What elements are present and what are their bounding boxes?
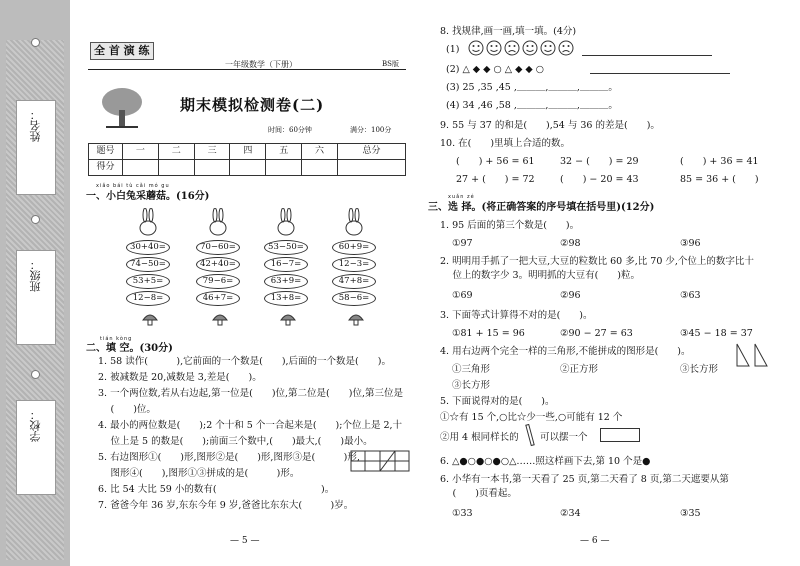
expression-oval[interactable]: 70−60= (196, 240, 240, 255)
q9: 9. 55 与 37 的和是( ),54 与 36 的差是( )。 (440, 120, 660, 131)
face-icon (504, 40, 520, 56)
subject-label: 一年级数学（下册） (225, 60, 297, 69)
version-label: BS版 (382, 60, 399, 68)
hole-icon (31, 38, 40, 47)
score-header-cell: 三 (194, 144, 230, 160)
equation-item: 32 − ( ) = 29 (560, 156, 639, 167)
pinyin-1: xiǎo bái tù cǎi mó gu (96, 183, 170, 189)
score-cell[interactable] (123, 160, 159, 176)
score-cell[interactable] (266, 160, 302, 176)
choice-option[interactable]: ①97 (452, 238, 473, 249)
hole-icon (31, 370, 40, 379)
rabbit-icon (274, 208, 298, 236)
choice-option[interactable]: ②34 (560, 508, 581, 519)
fill-question: 7. 爸爸今年 36 岁,东东今年 9 岁,爸爸比东东大( )岁。 (98, 500, 354, 511)
score-header-cell: 五 (266, 144, 302, 160)
choice-option[interactable]: ②90 − 27 = 63 (560, 328, 633, 339)
expression-oval[interactable]: 12−8= (126, 291, 170, 306)
section-3-title: 三、选 择。(将正确答案的序号填在括号里)(12分) (428, 202, 655, 213)
hole-icon (31, 215, 40, 224)
fill-question: 位上是 5 的数是( );前面三个数中,( )最大,( )最小。 (98, 436, 373, 447)
fill-question: 3. 一个两位数,若从右边起,第一位是( )位,第二位是( )位,第三位是 (98, 388, 403, 399)
choice-option[interactable]: ②98 (560, 238, 581, 249)
fill-question: 1. 58 读作( ),它前面的一个数是( ),后面的一个数是( )。 (98, 356, 391, 367)
expression-oval[interactable]: 74−50= (126, 257, 170, 272)
tree-icon (100, 86, 144, 130)
choice-question: 1. 95 后面的第三个数是( )。 (440, 220, 580, 231)
choice-option[interactable]: ③63 (680, 290, 701, 301)
score-header-cell: 总分 (337, 144, 405, 160)
rabbit-icon (136, 208, 160, 236)
page-number-left: — 5 — (230, 536, 260, 546)
choice-question: 5. 下面说得对的是( )。 (440, 396, 555, 407)
choice-option[interactable]: ②正方形 (560, 364, 599, 375)
score-header-cell: 六 (302, 144, 338, 160)
expression-oval[interactable]: 47+8= (332, 274, 376, 289)
expression-oval[interactable]: 60+9= (332, 240, 376, 255)
equation-item: ( ) − 20 = 43 (560, 174, 639, 185)
score-cell[interactable] (302, 160, 338, 176)
choice-question: 6. △●○●○●○△……照这样画下去,第 10 个是● (440, 456, 651, 467)
choice-option[interactable]: ③长方形 (452, 380, 491, 391)
choice-option[interactable]: ③35 (680, 508, 701, 519)
class-box[interactable] (16, 250, 56, 345)
q8-2-answer-line[interactable] (590, 73, 730, 74)
mushroom-icon (348, 312, 364, 326)
choice-question: 2. 明明用手抓了一把大豆,大豆的粒数比 60 多,比 70 少,个位上的数字比十 (440, 256, 754, 267)
triangles-icon (735, 342, 775, 368)
expression-oval[interactable]: 13+8= (264, 291, 308, 306)
brand-logo: 全 首 演 练 (90, 42, 154, 60)
score-cell[interactable] (337, 160, 405, 176)
face-icon (558, 40, 574, 56)
exam-title: 期末模拟检测卷(二) (180, 96, 325, 114)
fill-question: 5. 右边图形①( )形,图形②是( )形,图形③是( )形, (98, 452, 360, 463)
score-header-cell: 一 (123, 144, 159, 160)
score-header-cell: 题号 (89, 144, 123, 160)
faces-row (468, 40, 712, 60)
expression-oval[interactable]: 53+5= (126, 274, 170, 289)
fill-question: 2. 被减数是 20,减数是 3,差是( )。 (98, 372, 262, 383)
choice-option[interactable]: ③长方形 (680, 364, 719, 375)
q8: 8. 找规律,画一画,填一填。(4分) (440, 26, 577, 37)
score-header-cell: 二 (158, 144, 194, 160)
q8-1: (1) (446, 44, 460, 55)
school-box[interactable] (16, 400, 56, 495)
name-label: 姓名： (29, 109, 42, 142)
time-label: 时间：60分钟 (268, 126, 312, 134)
name-box[interactable] (16, 100, 56, 195)
stick-icon (525, 424, 535, 446)
choice-option[interactable]: ①三角形 (452, 364, 491, 375)
expression-oval[interactable]: 16−7= (264, 257, 308, 272)
choice-question: ②用 4 根同样长的 (440, 432, 519, 443)
face-icon (522, 40, 538, 56)
section-1-title: 一、小白兔采蘑菇。(16分) (86, 191, 210, 202)
equation-item: 85 = 36 + ( ) (680, 174, 759, 185)
equation-item: ( ) + 36 = 41 (680, 156, 759, 167)
q8-4: (4) 34 ,46 ,58 ,＿＿＿,＿＿＿,＿＿＿。 (446, 100, 618, 111)
q10: 10. 在( )里填上合适的数。 (440, 138, 571, 149)
choice-option[interactable]: ①81 + 15 = 96 (452, 328, 525, 339)
expression-oval[interactable]: 63+9= (264, 274, 308, 289)
score-table (88, 143, 406, 176)
school-label: 学校： (29, 409, 42, 442)
face-icon (468, 40, 484, 56)
choice-option[interactable]: ①33 (452, 508, 473, 519)
score-header-cell: 四 (230, 144, 266, 160)
expression-oval[interactable]: 58−6= (332, 291, 376, 306)
pinyin-3: xuǎn zé (448, 194, 475, 200)
face-icon (540, 40, 556, 56)
score-cell[interactable] (194, 160, 230, 176)
mushroom-icon (212, 312, 228, 326)
choice-option[interactable]: ③45 − 18 = 37 (680, 328, 753, 339)
expression-oval[interactable]: 42+40= (196, 257, 240, 272)
expression-oval[interactable]: 46+7= (196, 291, 240, 306)
choice-question: 6. 小华有一本书,第一天看了 25 页,第二天看了 8 页,第二天遮要从第 (440, 474, 729, 485)
score-label: 满分：100分 (350, 126, 392, 134)
choice-question: ( )页看起。 (440, 488, 517, 499)
equation-item: ( ) + 56 = 61 (456, 156, 535, 167)
fill-question: ( )位。 (98, 404, 156, 415)
page-number-right: — 6 — (580, 536, 610, 546)
equation-item: 27 + ( ) = 72 (456, 174, 535, 185)
choice-option[interactable]: ②96 (560, 290, 581, 301)
section-2-title: 二、填 空。(30分) (86, 343, 173, 354)
mushroom-icon (142, 312, 158, 326)
q8-2: (2) △ ◆ ◆ ○ △ ◆ ◆ ○ (446, 64, 545, 75)
fill-question: 6. 比 54 大比 59 小的数有( )。 (98, 484, 335, 495)
q8-1-answer-line[interactable] (582, 55, 712, 56)
choice-question: 3. 下面等式计算得不对的是( )。 (440, 310, 593, 321)
choice-option[interactable]: ③96 (680, 238, 701, 249)
class-label: 班级： (29, 259, 42, 292)
score-cell[interactable] (158, 160, 194, 176)
fill-question: 4. 最小的两位数是( );2 个十和 5 个一合起来是( );个位上是 2,十 (98, 420, 403, 431)
q8-3: (3) 25 ,35 ,45 ,＿＿＿,＿＿＿,＿＿＿。 (446, 82, 618, 93)
choice-question-part: 可以摆一个 (540, 432, 588, 443)
choice-option[interactable]: ①69 (452, 290, 473, 301)
expression-oval[interactable]: 79−6= (196, 274, 240, 289)
expression-oval[interactable]: 30+40= (126, 240, 170, 255)
score-row-label: 得分 (89, 160, 123, 176)
score-cell[interactable] (230, 160, 266, 176)
expression-oval[interactable]: 12−3= (332, 257, 376, 272)
choice-question: 位上的数字少 3。明明抓的大豆有( )粒。 (440, 270, 640, 281)
rabbit-icon (206, 208, 230, 236)
pinyin-2: tián kòng (100, 336, 133, 342)
fill-question: 图形④( ),图形①③拼成的是( )形。 (98, 468, 300, 479)
choice-question: 4. 用右边两个完全一样的三角形,不能拼成的图形是( )。 (440, 346, 691, 357)
answer-box[interactable] (600, 428, 640, 442)
mushroom-icon (280, 312, 296, 326)
rabbit-icon (342, 208, 366, 236)
face-icon (486, 40, 502, 56)
expression-oval[interactable]: 53−50= (264, 240, 308, 255)
choice-question: ①☆有 15 个,○比☆少一些,○可能有 12 个 (440, 412, 623, 423)
